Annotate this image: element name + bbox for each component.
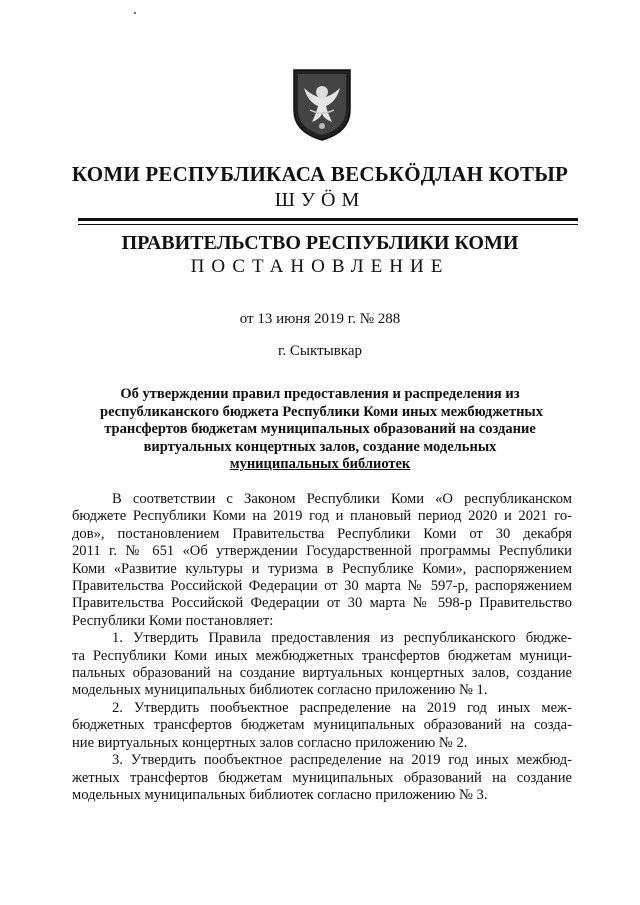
body-line: В соответствии с Законом Республики Коми «О республиканском: [112, 491, 572, 507]
item-1-line: та Республики Коми иных межбюджетных трансфертов бюджетам муници-: [72, 647, 572, 664]
komi-coat-of-arms-emblem: [290, 66, 354, 142]
decree-date-number: от 13 июня 2019 г. № 288: [239, 311, 401, 327]
item-1-line: пальных образований на создание виртуальных концертных залов, создание: [72, 665, 572, 682]
body-line: бюджете Республики Коми на 2019 год и плановый период 2020 и 2021 го-: [72, 508, 572, 525]
decree-body: [72, 491, 572, 804]
subject-line: виртуальных концертных залов, создание модельных: [143, 438, 497, 455]
document-type: ПОСТАНОВЛЕНИЕ: [190, 256, 450, 277]
subject-line: трансфертов бюджетам муниципальных образований на создание: [104, 421, 536, 437]
government-title: ПРАВИТЕЛЬСТВО РЕСПУБЛИКИ КОМИ: [121, 232, 519, 254]
item-1-line: модельных муниципальных библиотек согласно приложению № 1.: [72, 682, 488, 699]
item-3-line: модельных муниципальных библиотек согласно приложению № 3.: [72, 786, 488, 803]
header-rule-thin: [78, 224, 578, 225]
subject-line: республиканского бюджета Республики Коми иных межбюджетных: [100, 403, 544, 420]
item-2-line: ние виртуальных концертных залов согласно приложению № 2.: [72, 734, 468, 751]
body-line: Республики Коми постановляет:: [72, 612, 274, 629]
header-rule-thick: [78, 218, 578, 221]
item-3-line: жетных трансфертов бюджетам муниципальных образований на создание: [72, 769, 572, 786]
decree-city: г. Сыктывкар: [277, 343, 363, 359]
komi-header-subtitle: ШУӦМ: [274, 189, 366, 211]
body-line: Коми «Развитие культуры и туризма в Республике Коми», распоряжением: [72, 560, 572, 577]
item-1-line: 1. Утвердить Правила предоставления из республиканского бюдже-: [112, 630, 572, 647]
body-line: 2011 г. № 651 «Об утверждении Государственной программы Республики: [72, 543, 572, 560]
scan-speck: [134, 12, 136, 14]
body-line: Правительства Российской Федерации от 30 марта № 597-р, распоряжением: [72, 578, 572, 595]
subject-line: Об утверждении правил предоставления и распределения из: [120, 386, 520, 402]
item-3-line: 3. Утвердить пообъектное распределение на 2019 год иных межбюд-: [112, 752, 572, 769]
komi-header-title: КОМИ РЕСПУБЛИКАСА ВЕСЬКӦДЛАН КОТЫР: [71, 162, 569, 186]
item-2-line: 2. Утвердить пообъектное распределение на 2019 год иных меж-: [112, 699, 572, 716]
body-line: Правительства Российской Федерации от 30 марта № 598-р Правительство: [72, 595, 572, 612]
decree-subject: [100, 386, 544, 474]
subject-line: муниципальных библиотек: [229, 456, 411, 472]
body-line: дов», постановлением Правительства Республики Коми от 30 декабря: [72, 525, 572, 542]
item-2-line: бюджетных трансфертов бюджетам муниципальных образований на созда-: [72, 717, 572, 734]
